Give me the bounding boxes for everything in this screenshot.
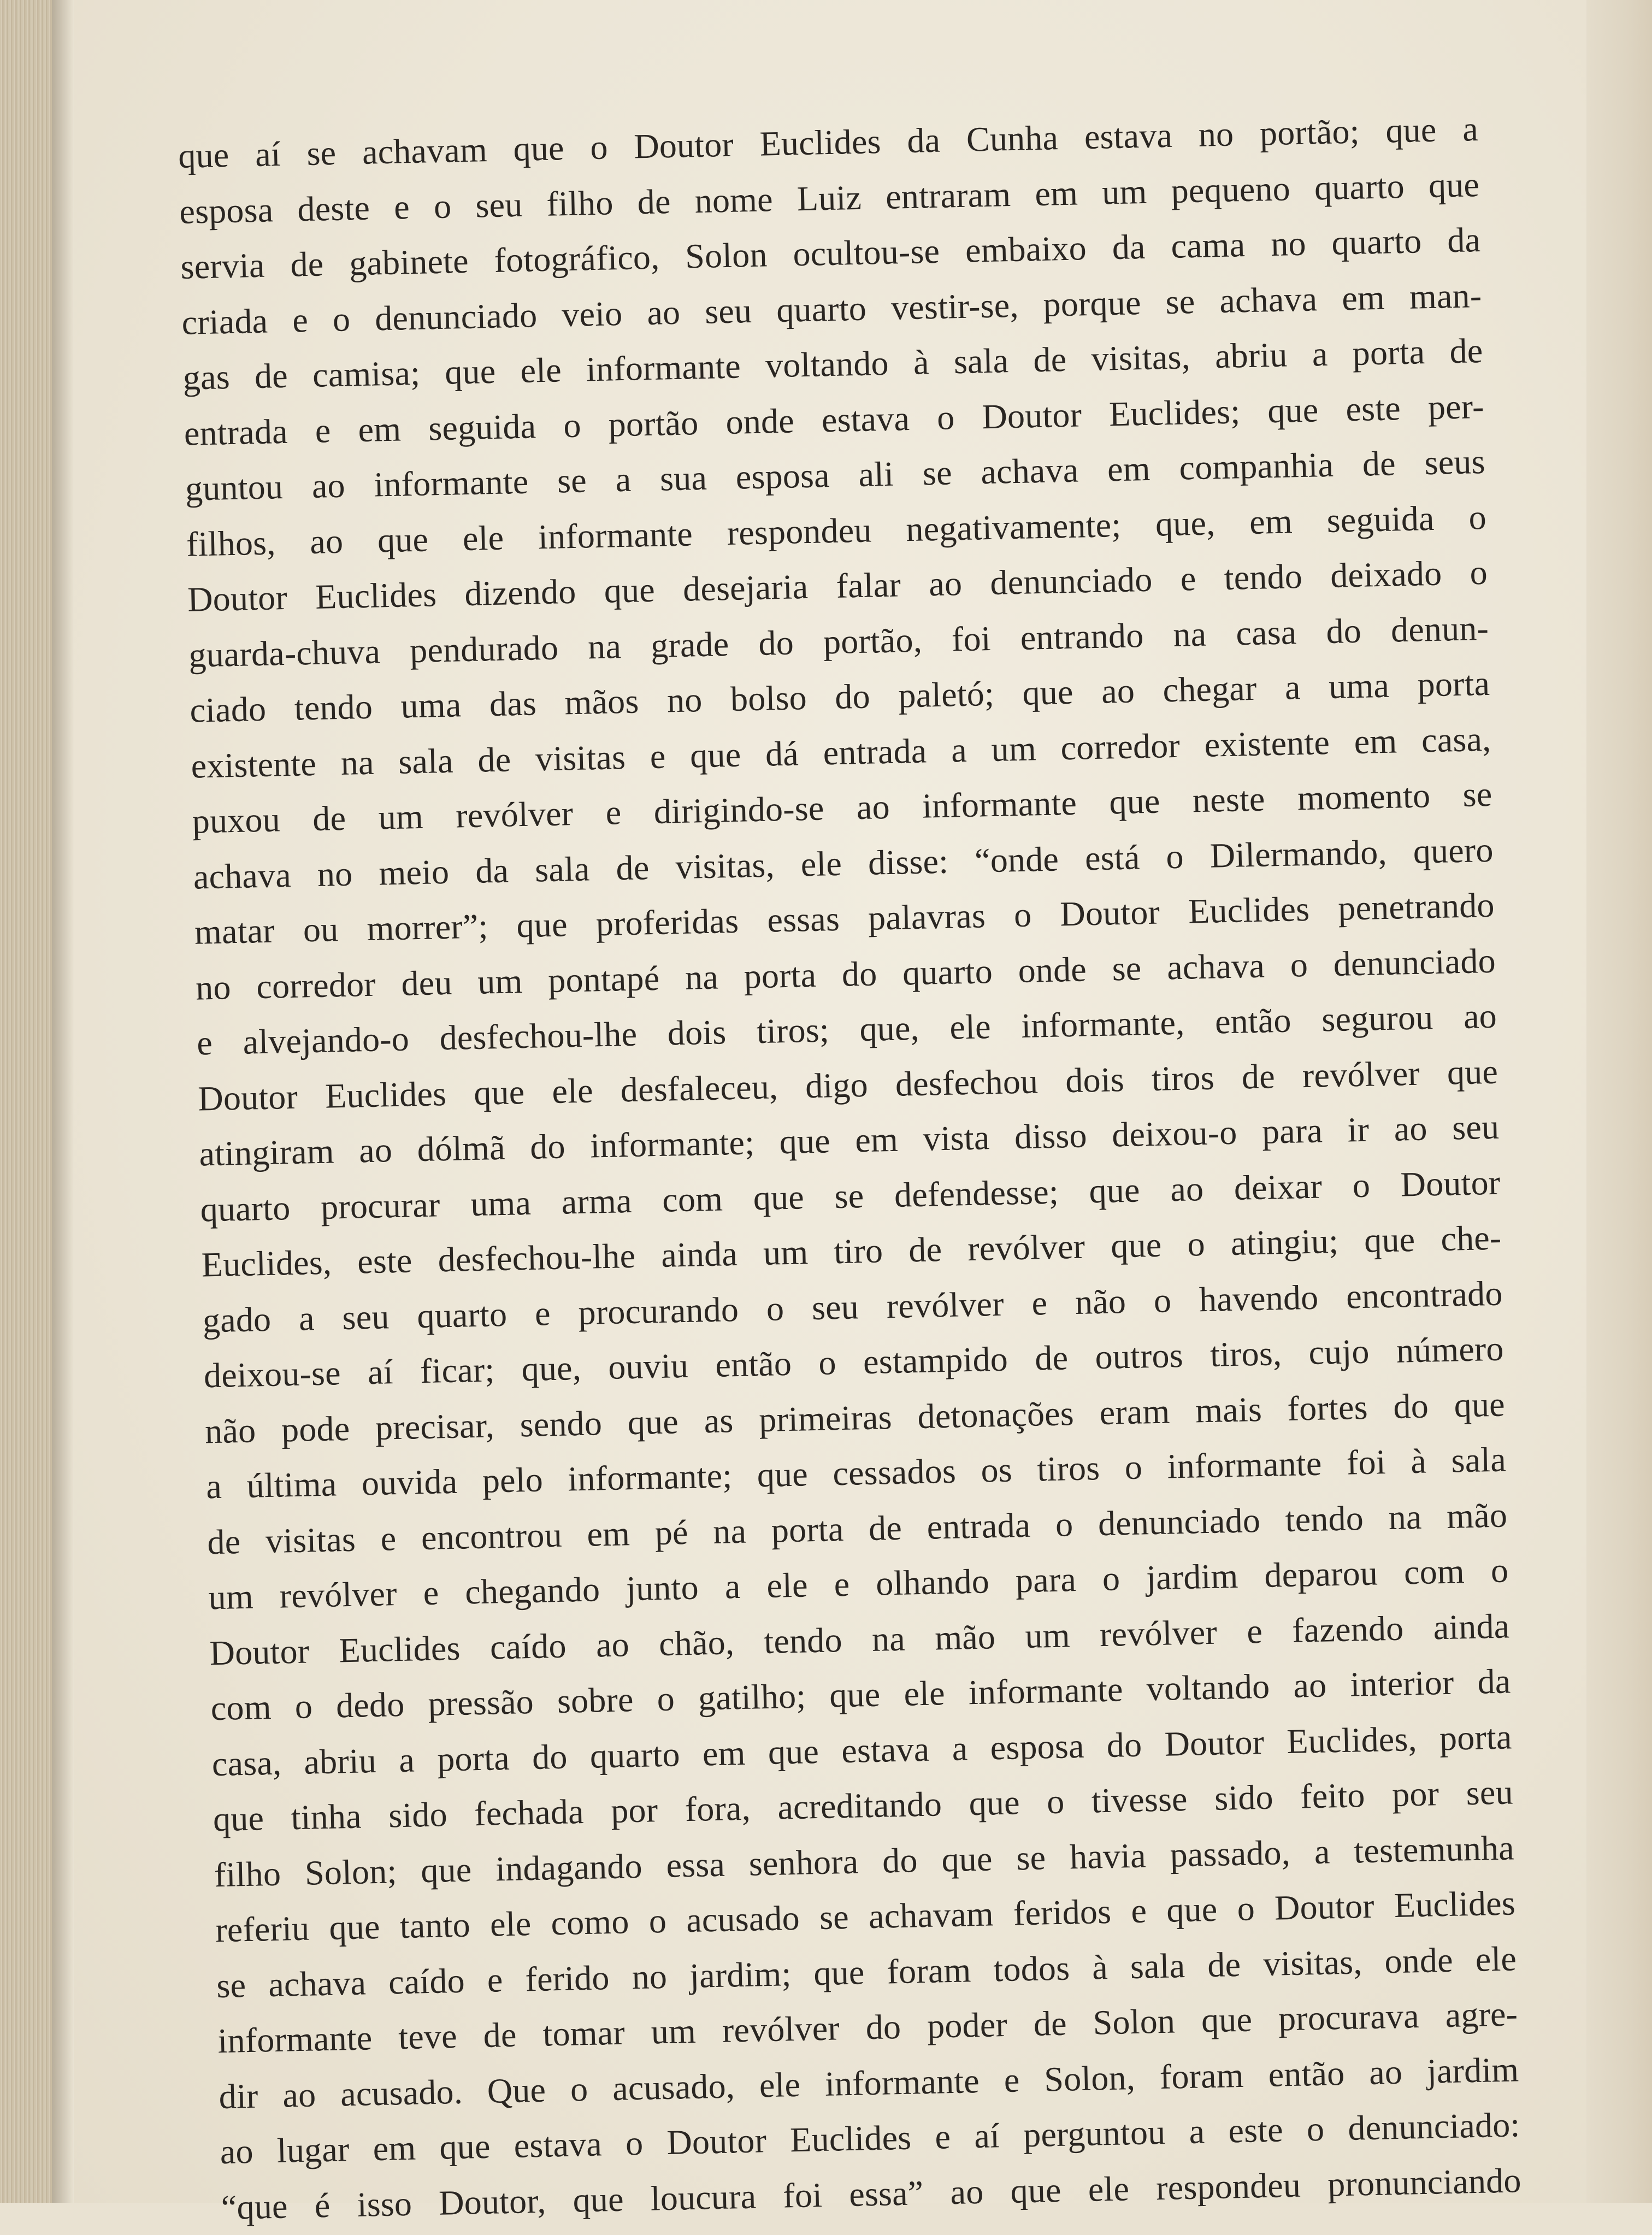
text-line: ao lugar em que estava o Doutor Euclides e aí perguntou a este o denunciado: [220, 2105, 1521, 2172]
text-line: “que é isso Doutor, que loucura foi essa” ao que ele respondeu pronunciando [221, 2160, 1522, 2227]
text-line: deixou-se aí ficar; que, ouviu então o estampido de outros tiros, cujo número [203, 1329, 1504, 1395]
text-line: achava no meio da sala de visitas, ele disse: “onde está o Dilermando, quero [193, 830, 1494, 897]
text-line: esposa deste e o seu filho de nome Luiz entraram em um pequeno quarto que [179, 164, 1480, 231]
text-line: se achava caído e ferido no jardim; que foram todos à sala de visitas, onde ele [216, 1938, 1517, 2005]
body-text [178, 101, 1521, 2235]
text-line: gas de camisa; que ele informante voltando à sala de visitas, abriu a porta de [182, 331, 1484, 397]
text-line: ciado tendo uma das mãos no bolso do paletó; que ao chegar a uma porta [189, 663, 1490, 730]
text-line: a última ouvida pelo informante; que cessados os tiros o informante foi à sala [205, 1440, 1507, 1506]
text-line: um revólver e chegando junto a ele e olhando para o jardim deparou com o [208, 1550, 1509, 1617]
text-line: gado a seu quarto e procurando o seu revólver e não o havendo encontrado [202, 1273, 1503, 1340]
text-line: que tinha sido fechada por fora, acreditando que o tivesse sido feito por seu [213, 1772, 1514, 1839]
text-line: informante teve de tomar um revólver do poder de Solon que procurava agre- [217, 1994, 1518, 2061]
text-line: Doutor Euclides caído ao chão, tendo na mão um revólver e fazendo ainda [209, 1606, 1510, 1672]
text-line: criada e o denunciado veio ao seu quarto vestir-se, porque se achava em man- [181, 275, 1482, 342]
gutter-shadow [52, 0, 74, 2203]
text-line: Doutor Euclides dizendo que desejaria falar ao denunciado e tendo deixado o [187, 552, 1488, 619]
text-line: com o dedo pressão sobre o gatilho; que ele informante voltando ao interior da [210, 1661, 1512, 1728]
text-line: filhos, ao que ele informante respondeu negativamente; que, em seguida o [186, 497, 1487, 564]
text-line: quarto procurar uma arma com que se defendesse; que ao deixar o Doutor [199, 1163, 1501, 1229]
text-line: casa, abriu a porta do quarto em que estava a esposa do Doutor Euclides, porta [211, 1717, 1513, 1783]
text-line: guarda-chuva pendurado na grade do portão, foi entrando na casa do denun- [188, 608, 1489, 675]
text-line: matar ou morrer”; que proferidas essas palavras o Doutor Euclides penetrando [194, 885, 1495, 952]
text-line: puxou de um revólver e dirigindo-se ao informante que neste momento se [192, 774, 1493, 841]
text-line: Doutor Euclides que ele desfaleceu, digo desfechou dois tiros de revólver que [197, 1052, 1498, 1118]
next-page-edge [1585, 0, 1652, 2203]
book-page [74, 0, 1586, 2227]
text-line: não pode precisar, sendo que as primeiras detonações eram mais fortes do que [204, 1384, 1506, 1450]
text-line: filho Solon; que indagando essa senhora do que se havia passado, a testemunha [214, 1827, 1515, 1894]
book-page-edge [0, 0, 52, 2203]
text-line: guntou ao informante se a sua esposa ali se achava em companhia de seus [185, 441, 1486, 508]
text-line: dir ao acusado. Que o acusado, ele informante e Solon, foram então ao jardim [218, 2049, 1519, 2116]
text-line: que aí se achavam que o Doutor Euclides da Cunha estava no portão; que a [178, 109, 1479, 175]
text-line: Euclides, este desfechou-lhe ainda um tiro de revólver que o atingiu; que che- [201, 1218, 1502, 1284]
text-line: atingiram ao dólmã do informante; que em vista disso deixou-o para ir ao seu [198, 1107, 1500, 1173]
text-line: servia de gabinete fotográfico, Solon ocultou-se embaixo da cama no quarto da [180, 220, 1481, 286]
text-line: de visitas e encontrou em pé na porta de entrada o denunciado tendo na mão [206, 1495, 1508, 1561]
text-line: no corredor deu um pontapé na porta do quarto onde se achava o denunciado [195, 941, 1496, 1007]
text-line: e alvejando-o desfechou-lhe dois tiros; que, ele informante, então segurou ao [196, 996, 1497, 1063]
text-line: referiu que tanto ele como o acusado se achavam feridos e que o Doutor Euclides [215, 1883, 1516, 1950]
text-line: entrada e em seguida o portão onde estava o Doutor Euclides; que este per- [184, 386, 1485, 453]
text-line: existente na sala de visitas e que dá entrada a um corredor existente em casa, [190, 719, 1491, 786]
